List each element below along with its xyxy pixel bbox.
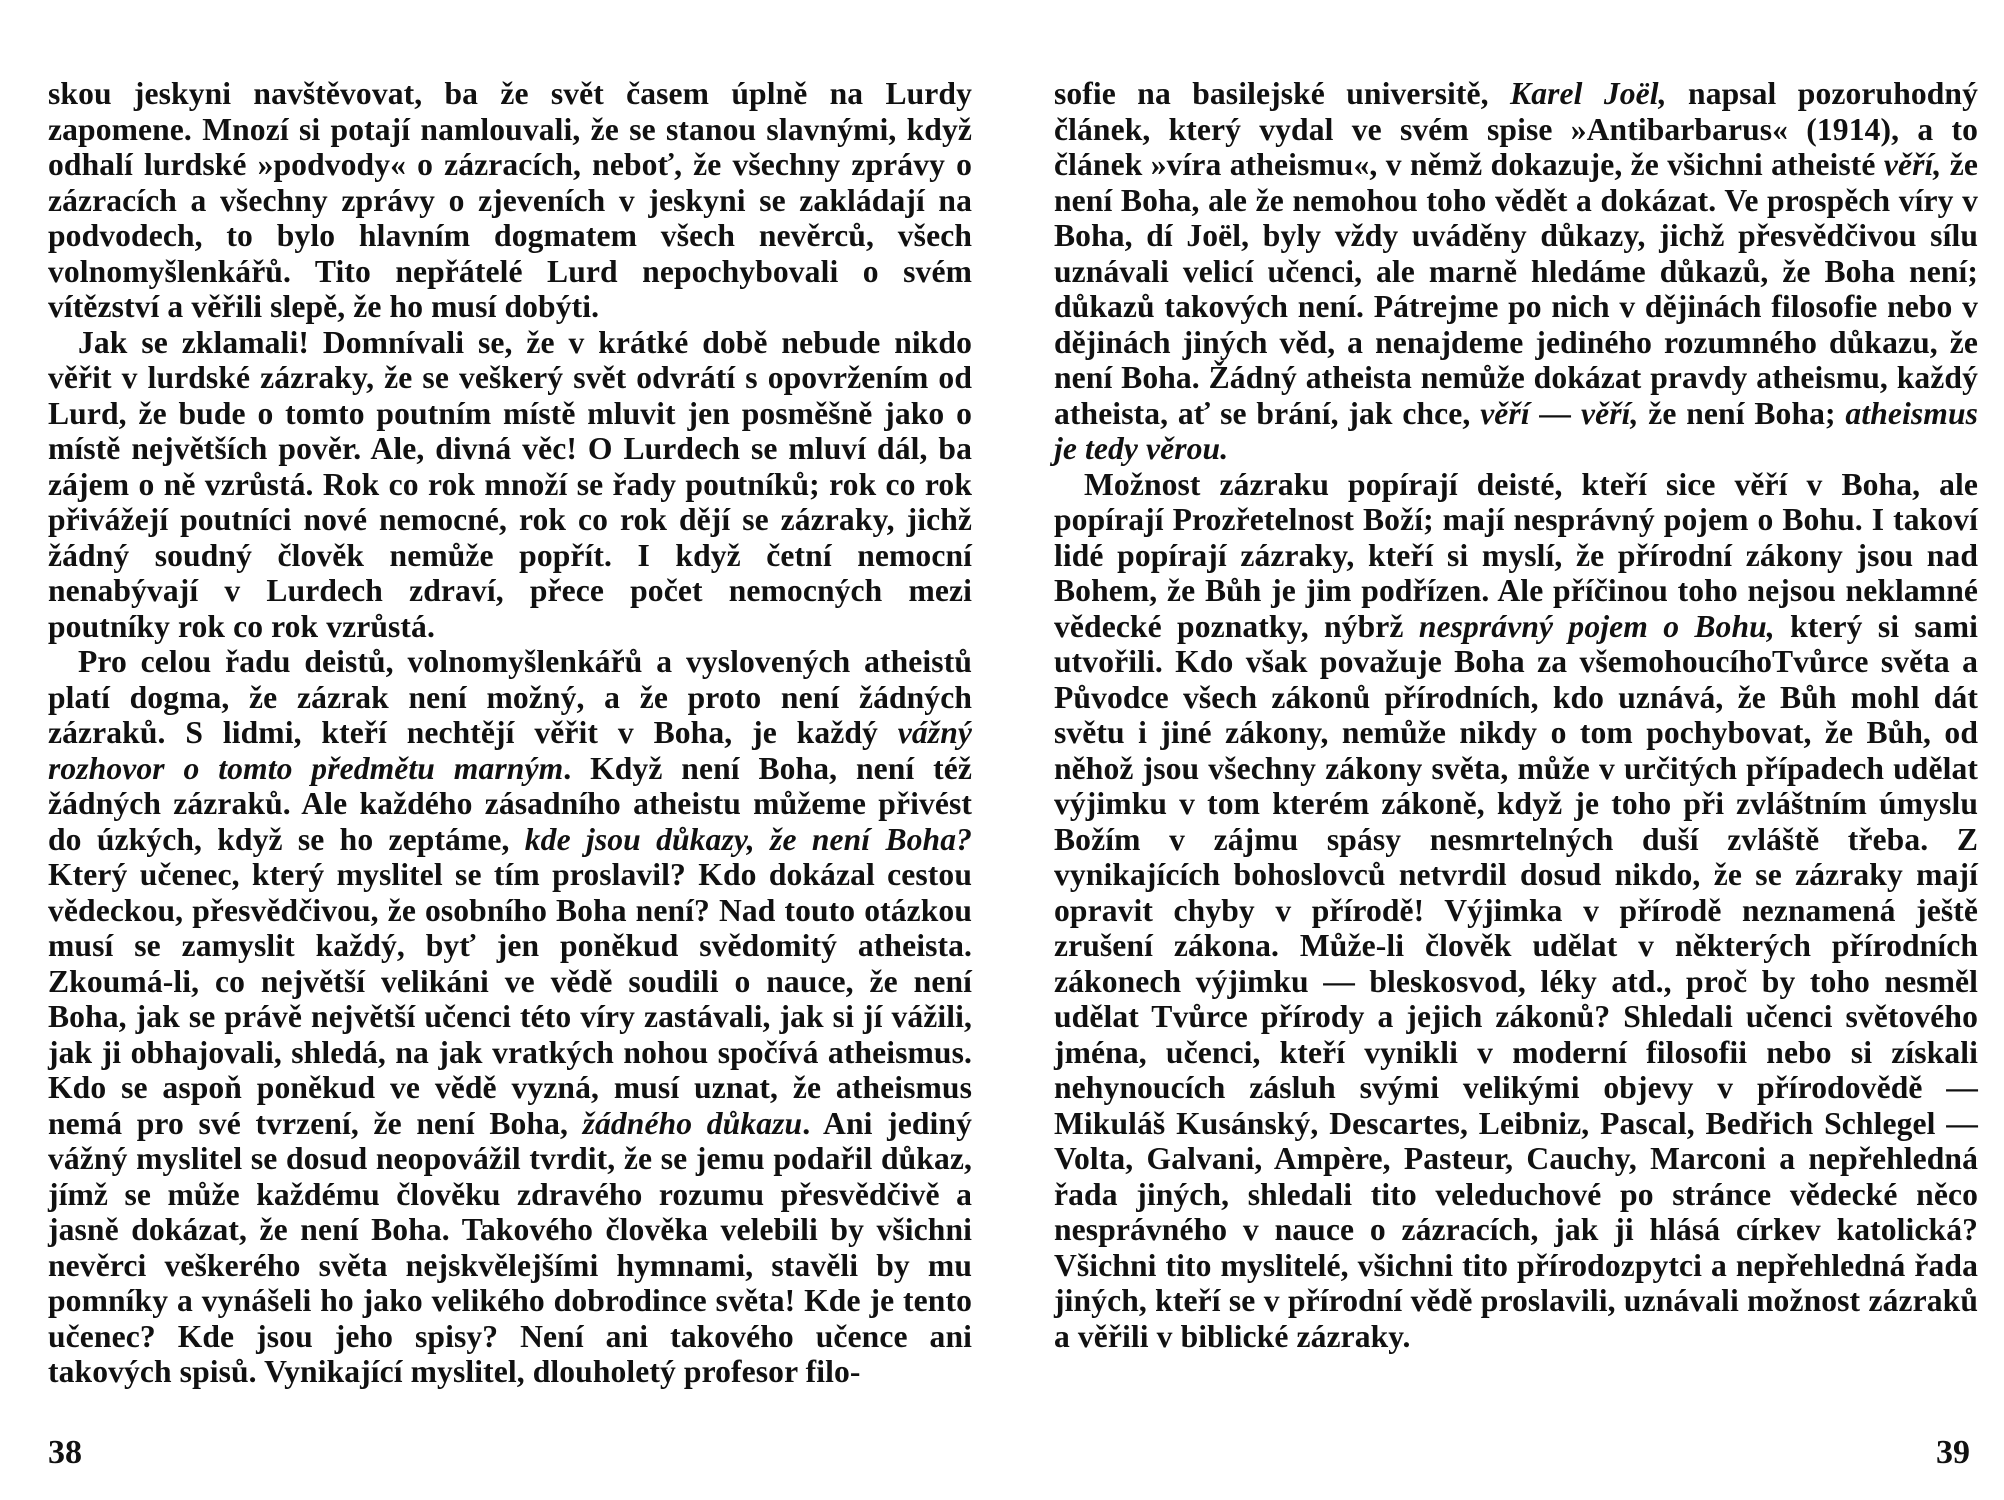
text-run: který si sami utvořili. Kdo však považuje Boha za všemohoucíhoTvůrce světa a Původce všech zákonů přírodních, kdo uznává, že Bůh mohl dát světu i jiné zákony, nemůže nikdy o tom pochybovat, že Bůh, od něhož jsou všechny zákony světa, může v určitých případech udělat výjimku v tom kterém zákoně, když je toho při zvláštním úmyslu Božím v zájmu spásy nesmrtelných duší zvláště třeba. Z vynikajících bohoslovců netvrdil dosud nikdo, že se zázraky mají opravit chyby v přírodě! Výjimka v přírodě neznamená ještě zrušení zákona. Může-li člověk udělat v některých přírodních zákonech výjimku — bleskosvod, léky atd., proč by toho nesměl udělat Tvůrce přírody a jejich zákonů? Shledali učenci světového jména, učenci, kteří vynikli v moderní filosofii nebo si získali nehynoucích zásluh svými velikými objevy v přírodovědě — Mikuláš Kusánský, Descartes, Leibniz, Pascal, Bedřich Schlegel — Volta, Galvani, Ampère, Pasteur, Cauchy, Marconi a nepřehledná řada jiných, shledali tito veleduchové po stránce vědecké něco nesprávného v nauce o zázracích, jak ji hlásá církev katolická? Všichni tito myslitelé, všichni tito přírodozpytci a nepřehledná řada jiných, kteří se v přírodní vědě proslavili, uznávali možnost zázraků a věřili v biblické zázraky. xyxy=(1054,608,1978,1354)
page-number-left: 38 xyxy=(48,1434,82,1471)
text-run: že není Boha; xyxy=(1638,395,1846,431)
text-run: Možnost zázraku popírají deisté, kteří sice věří v Boha, ale popírají Prozřetelnost Boží; mají nesprávný pojem o Bohu. I takoví lidé popírají zázraky, kteří si myslí, že přírodní zákony jsou nad Bohem, že Bůh je jim podřízen. Ale příčinou toho nejsou neklamné vědecké poznatky, nýbrž xyxy=(1054,466,1978,644)
italic-text-run: Karel Joël, xyxy=(1510,76,1667,111)
italic-text-run: atheismus je tedy věrou. xyxy=(1054,395,1979,466)
page-number-right: 39 xyxy=(1936,1434,1970,1471)
text-run: Který učenec, který myslitel se tím proslavil? Kdo dokázal cestou vědeckou, přesvědčivou, že osobního Boha není? Nad touto otázkou musí se zamyslit každý, byť jen poněkud svědomitý atheista. Zkoumá-li, co největší velikáni ve vědě soudili o nauce, že není Boha, jak se právě největší učenci této víry zastávali, jak si jí vážili, jak ji obhajovali, shledá, na jak vratkých nohou spočívá atheismus. Kdo se aspoň poněkud ve vědě vyzná, musí uznat, že atheismus nemá pro své tvrzení, že není Boha, xyxy=(48,857,972,1141)
paragraph xyxy=(48,644,972,1390)
italic-text-run: věří — věří, xyxy=(1480,395,1639,431)
paragraph xyxy=(48,325,972,645)
right-page xyxy=(1054,76,1978,1354)
text-run: . Když není Boha, není též žádných zázraků. Ale každého zásadního atheistu můžeme přivést do úzkých, když se ho zeptáme, xyxy=(48,750,972,857)
text-run: skou jeskyni navštěvovat, ba že svět časem úplně na Lurdy zapomene. Mnozí si potají namlouvali, že se stanou slavnými, když odhalí lurdské »podvody« o zázracích, neboť, že všechny zprávy o zázracích a všechny zprávy o zjeveních v jeskyni se zakládají na podvodech, to bylo hlavním dogmatem všech nevěrců, všech volnomyšlenkářů. Tito nepřátelé Lurd nepochybovali o svém vítězství a věřili slepě, že ho musí dobýti. xyxy=(48,76,972,324)
paragraph xyxy=(48,76,972,325)
paragraph xyxy=(1054,76,1978,467)
text-run: . Ani jediný vážný myslitel se dosud neopovážil tvrdit, že se jemu podařil důkaz, jímž se může každému člověku zdravého rozumu přesvědčivě a jasně dokázat, že není Boha. Takového člověka velebili by všichni nevěrci veškerého světa nejskvělejšími hymnami, stavěli by mu pomníky a vynášeli ho jako velikého dobrodince světa! Kde je tento učenec? Kde jsou jeho spisy? Není ani takového učence ani takových spisů. Vynikající myslitel, dlouholetý profesor filo- xyxy=(48,1105,972,1389)
text-run: sofie na basilejské universitě, xyxy=(1054,76,1511,111)
text-run: Pro celou řadu deistů, volnomyšlenkářů a vyslovených atheistů platí dogma, že zázrak není možný, a že proto není žádných zázraků. S lidmi, kteří nechtějí věřit v Boha, je každý xyxy=(48,644,972,750)
text-run: napsal pozoruhodný článek, který vydal ve svém spise »Antibarbarus« (1914), a to článek »víra atheismu«, v němž dokazuje, že všichni atheisté xyxy=(1054,76,1978,182)
left-page xyxy=(48,76,972,1390)
text-run: že není Boha, ale že nemohou toho vědět a dokázat. Ve prospěch víry v Boha, dí Joël, byly vždy uváděny důkazy, jichž přesvědčivou sílu uznávali velicí učenci, ale marně hledáme důkazů, že Boha není; důkazů takových není. Pátrejme po nich v dějinách filosofie nebo v dějinách jiných věd, a nenajdeme jediného rozumného důkazu, že není Boha. Žádný atheista nemůže dokázat pravdy atheismu, každý atheista, ať se brání, jak chce, xyxy=(1054,147,1978,431)
text-run: Jak se zklamali! Domnívali se, že v krátké době nebude nikdo věřit v lurdské zázraky, že se veškerý svět odvrátí s opovržením od Lurd, že bude o tomto poutním místě mluvit jen posměšně jako o místě největších pověr. Ale, divná věc! O Lurdech se mluví dál, ba zájem o ně vzrůstá. Rok co rok množí se řady poutníků; rok co rok přivážejí poutníci nové nemocné, rok co rok dějí se zázraky, jichž žádný soudný člověk nemůže popřít. I když četní nemocní nenabývají v Lurdech zdraví, přece počet nemocných mezi poutníky rok co rok vzrůstá. xyxy=(48,324,972,644)
italic-text-run: vážný rozhovor o tomto předmětu marným xyxy=(48,715,972,786)
paragraph xyxy=(1054,467,1978,1355)
italic-text-run: věří, xyxy=(1883,147,1942,182)
italic-text-run: kde jsou důkazy, že není Boha? xyxy=(524,821,972,857)
italic-text-run: žádného důkazu xyxy=(582,1105,803,1141)
italic-text-run: nesprávný pojem o Bohu, xyxy=(1418,608,1775,644)
